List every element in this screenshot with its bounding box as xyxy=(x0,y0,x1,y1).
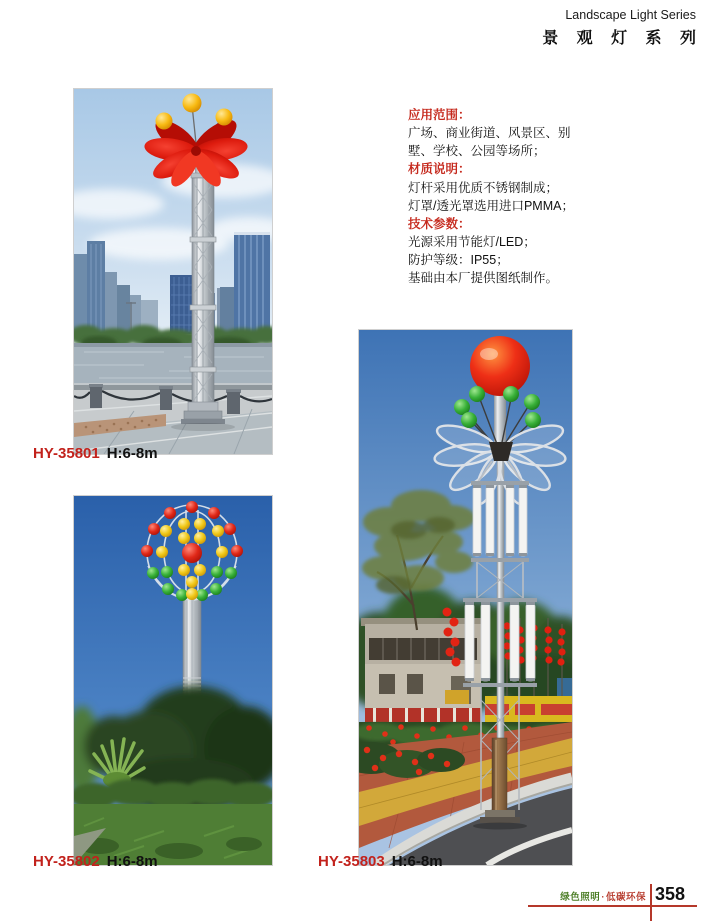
info-heading-tech: 技术参数： xyxy=(408,216,471,231)
product-info xyxy=(408,106,598,287)
info-material-line1: 灯杆采用优质不锈钢制成； xyxy=(408,180,559,195)
info-application-line2: 墅、学校、公园等场所； xyxy=(408,144,546,159)
river-water xyxy=(74,343,272,385)
product-label-hy-35802 xyxy=(33,853,158,870)
footer-slogan-red: 低碳环保 xyxy=(605,892,646,903)
footer-vertical-rule xyxy=(650,884,652,921)
product-model: HY-35802 xyxy=(33,853,100,870)
series-title-en: Landscape Light Series xyxy=(565,8,696,22)
product-height: H:6-8m xyxy=(391,853,443,870)
info-material-line2: 灯罩/透光罩选用进口PMMA； xyxy=(408,198,574,213)
info-tech-line1: 光源采用节能灯/LED； xyxy=(408,234,536,249)
footer-slogan xyxy=(500,889,646,903)
photo-hy-35803 xyxy=(358,329,573,866)
page-number: 358 xyxy=(655,884,686,904)
footer-horizontal-rule xyxy=(528,905,697,907)
footer-slogan-green: 绿色照明 xyxy=(560,892,601,903)
info-application-line1: 广场、商业街道、风景区、别 xyxy=(408,126,571,141)
info-heading-application: 应用范围： xyxy=(408,108,471,122)
product-label-hy-35801 xyxy=(33,445,158,462)
product-model: HY-35801 xyxy=(33,445,100,462)
footer-slogan-separator: · xyxy=(601,892,605,903)
info-tech-line2: 防护等级：IP55； xyxy=(408,253,509,267)
info-tech-line3: 基础由本厂提供图纸制作。 xyxy=(408,271,559,286)
product-height: H:6-8m xyxy=(106,445,158,462)
photo-hy-35802 xyxy=(73,495,273,866)
product-height: H:6-8m xyxy=(106,853,158,870)
photo-hy-35801 xyxy=(73,88,273,455)
page-header xyxy=(542,8,703,48)
series-title-zh: 景 观 灯 系 列 xyxy=(542,30,703,47)
product-label-hy-35803 xyxy=(318,853,443,870)
info-heading-material: 材质说明： xyxy=(408,162,471,177)
product-model: HY-35803 xyxy=(318,853,385,870)
